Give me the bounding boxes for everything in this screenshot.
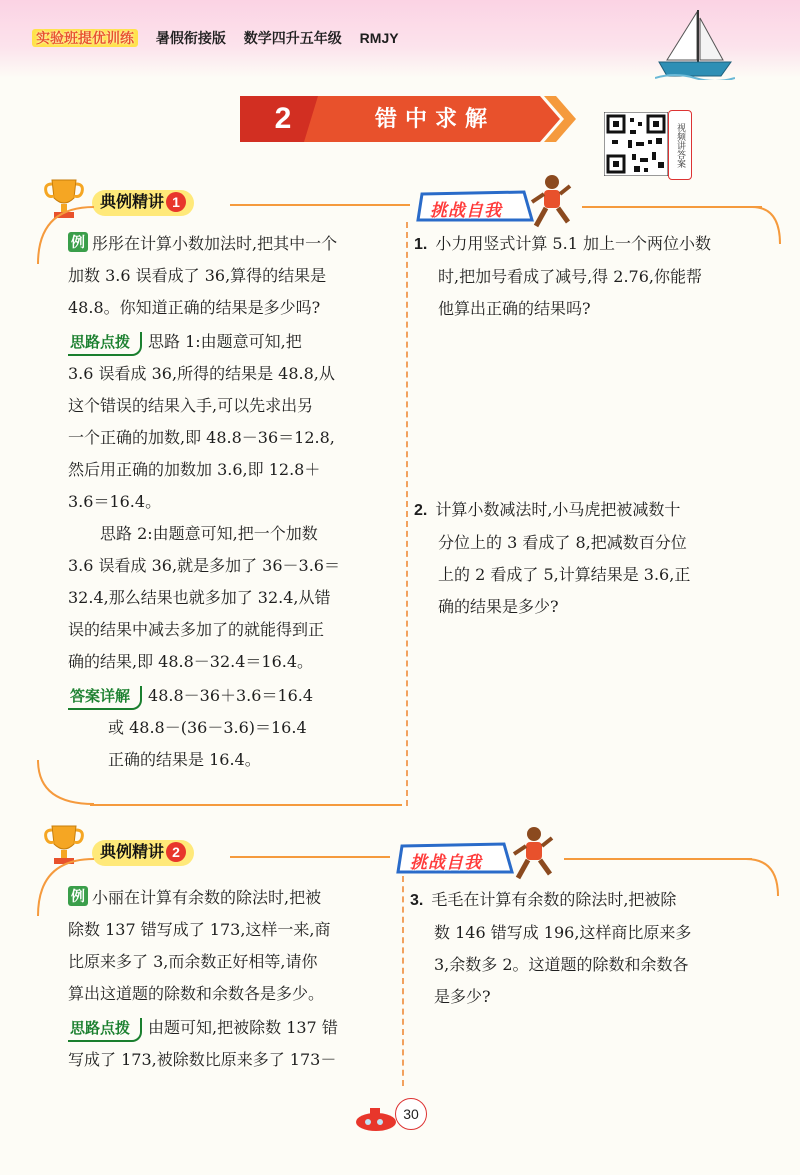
page-number: 30 [395,1098,427,1130]
publisher-label: RMJY [359,30,399,46]
question-line: 2. 计算小数减法时,小马虎把被减数十 [414,500,681,519]
problem-line: 除数 137 错写成了 173,这样一来,商 [68,920,331,939]
example-number-badge: 2 [166,842,186,862]
hint-line: 32.4,那么结果也就多加了 32.4,从错 [68,588,331,607]
answer-tag: 答案详解 [68,686,142,710]
example-1-body [68,228,398,776]
hint-tag: 思路点拨 [68,1018,142,1042]
challenge-label-2: 挑战自我 [410,853,482,872]
question-line: 确的结果是多少? [438,597,559,616]
edition-label: 暑假衔接版 [155,30,226,46]
runner-icon [528,172,574,232]
hint-line: 3.6 误看成 36,就是多加了 36－3.6＝ [68,556,340,575]
example-heading-2 [92,840,194,866]
divider-line [230,856,390,858]
answer-line: 或 48.8－(36－3.6)＝16.4 [108,718,307,737]
divider-line [230,204,410,206]
running-header [32,28,413,48]
sailboat-illustration [655,10,735,80]
problem-line: 算出这道题的除数和余数各是多少。 [68,984,325,1003]
example-tag: 例 [68,232,88,252]
question-line: 数 146 错写成 196,这样商比原来多 [434,923,692,942]
hint-line: 然后用正确的加数加 3.6,即 12.8＋ [68,460,321,479]
hint-line: 思路 2:由题意可知,把一个加数 [100,524,318,543]
column-divider [406,222,408,806]
question-number: 1. [414,236,428,253]
example-number-badge: 1 [166,192,186,212]
challenge-label-1: 挑战自我 [430,201,502,220]
hint-line: 3.6 误看成 36,所得的结果是 48.8,从 [68,364,335,383]
problem-line: 例 小丽在计算有余数的除法时,把被 [68,882,398,914]
question-line: 时,把加号看成了减号,得 2.76,你能帮 [438,267,702,286]
answer-line: 正确的结果是 16.4。 [108,750,261,769]
divider-line [564,858,752,860]
question-line: 是多少? [434,987,491,1006]
hint-line: 确的结果,即 48.8－32.4＝16.4。 [68,652,314,671]
example-tag: 例 [68,886,88,906]
challenge-2-body [410,884,780,1013]
example-2-body [68,882,398,1076]
problem-line: 48.8。你知道正确的结果是多少吗? [68,298,321,317]
example-heading-label: 典例精讲 [100,844,165,861]
hint-line: 思路点拨 由题可知,把被除数 137 错 [68,1012,398,1044]
example-heading-1 [92,190,194,216]
question-line: 3. 毛毛在计算有余数的除法时,把被除 [410,890,677,909]
hint-line: 写成了 173,被除数比原来多了 173－ [68,1050,337,1069]
question-line: 他算出正确的结果吗? [438,299,591,318]
grade-label: 数学四升五年级 [243,30,342,46]
hint-line: 3.6＝16.4。 [68,492,162,511]
divider-line [90,804,402,806]
divider-line [582,206,762,208]
question-line: 分位上的 3 看成了 8,把减数百分位 [438,533,687,552]
problem-line: 加数 3.6 误看成了 36,算得的结果是 [68,266,327,285]
problem-line: 例 彤彤在计算小数加法时,把其中一个 [68,228,398,260]
qr-caption: 视频讲答案 [668,110,692,180]
question-number: 3. [410,892,424,909]
series-title: 实验班提优训练 [32,29,138,47]
question-line: 1. 小力用竖式计算 5.1 加上一个两位小数 [414,234,711,253]
question-2 [414,494,784,623]
runner-icon [510,824,556,884]
corner-arc [36,760,96,806]
challenge-1-body [414,228,784,616]
column-divider [402,876,404,1086]
section-number: 2 [274,102,292,135]
hint-line: 这个错误的结果入手,可以先求出另 [68,396,314,415]
question-line: 3,余数多 2。这道题的除数和余数各 [434,955,689,974]
question-line: 上的 2 看成了 5,计算结果是 3.6,正 [438,565,691,584]
hint-line: 思路点拨 思路 1:由题意可知,把 [68,326,398,358]
hint-line: 误的结果中减去多加了的就能得到正 [68,620,325,639]
section-title: 错中求解 [374,106,495,131]
question-number: 2. [414,502,428,519]
submarine-icon [352,1106,400,1132]
hint-tag: 思路点拨 [68,332,142,356]
qr-code-icon[interactable] [604,112,668,176]
answer-line: 答案详解 48.8－36＋3.6＝16.4 [68,680,398,712]
problem-line: 比原来多了 3,而余数正好相等,请你 [68,952,318,971]
hint-line: 一个正确的加数,即 48.8－36＝12.8, [68,428,335,447]
example-heading-label: 典例精讲 [100,194,165,211]
